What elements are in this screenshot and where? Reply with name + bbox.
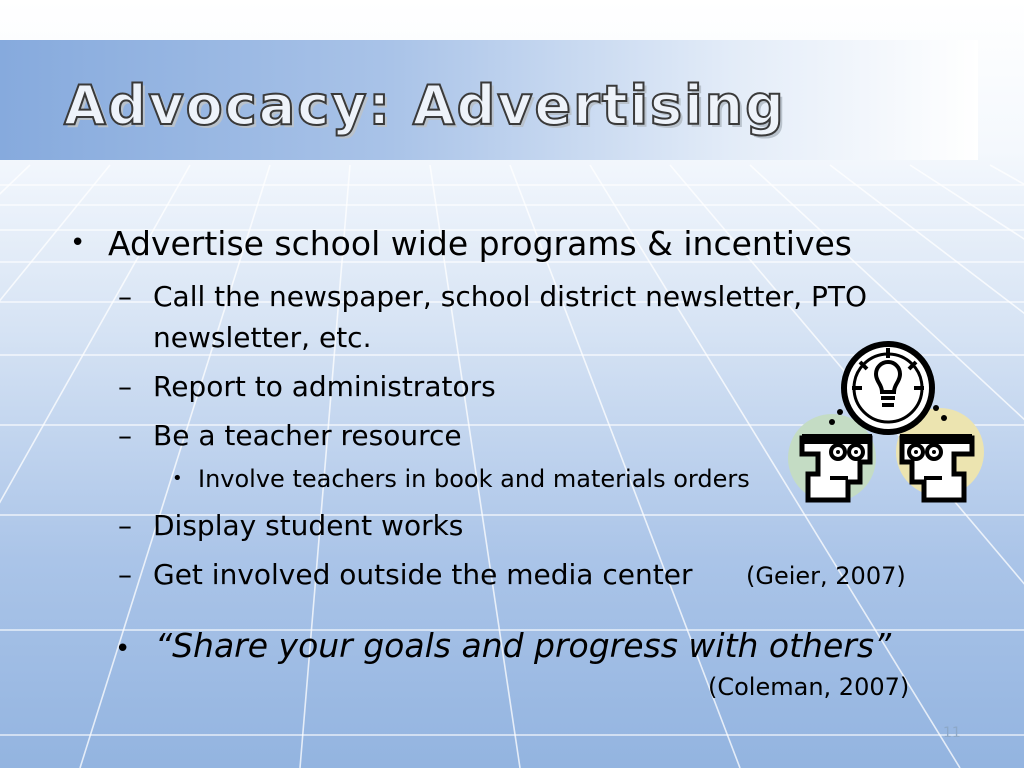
subbullet-outside-media-center: Get involved outside the media center [153, 558, 693, 591]
subsubbullet-involve-teachers: Involve teachers in book and materials orders [198, 465, 750, 493]
bullet-marker: • [115, 634, 131, 664]
subbullet-newspaper-line2: newsletter, etc. [153, 321, 372, 354]
dash-marker: – [118, 509, 132, 542]
slide-title: Advocacy: Advertising [64, 74, 786, 137]
bullet-marker: • [70, 228, 86, 258]
small-bullet-marker: • [172, 468, 183, 489]
dash-marker: – [118, 280, 132, 313]
dash-marker: – [118, 558, 132, 591]
people-ideas-icon [780, 340, 990, 510]
subbullet-display-works: Display student works [153, 509, 464, 542]
bullet-advertise: Advertise school wide programs & incentives [108, 224, 852, 263]
page-number: 11 [943, 725, 961, 741]
subbullet-newspaper-line1: Call the newspaper, school district newsletter, PTO [153, 280, 868, 313]
citation-geier: (Geier, 2007) [746, 562, 906, 590]
subbullet-teacher-resource: Be a teacher resource [153, 419, 462, 452]
citation-coleman: (Coleman, 2007) [708, 673, 910, 701]
dash-marker: – [118, 370, 132, 403]
subbullet-report: Report to administrators [153, 370, 496, 403]
dash-marker: – [118, 419, 132, 452]
quote-share-goals: “Share your goals and progress with others” [155, 626, 892, 665]
